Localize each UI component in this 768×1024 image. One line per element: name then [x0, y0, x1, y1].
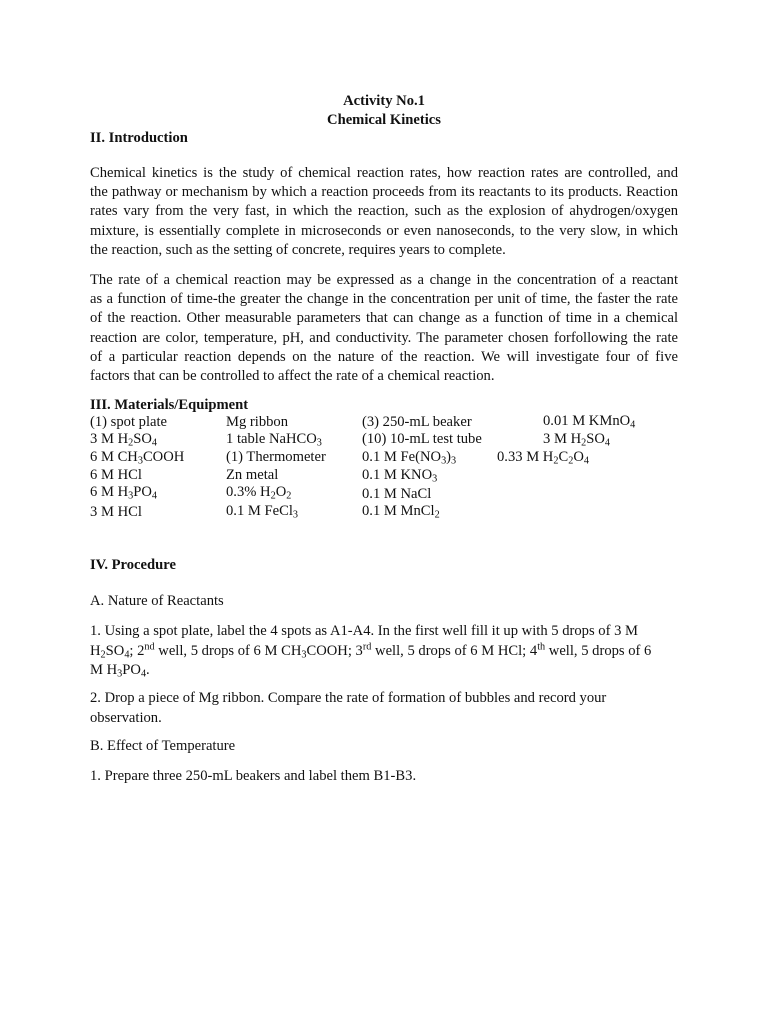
introduction-paragraph-1 — [90, 164, 678, 260]
material-item: (1) Thermometer — [226, 449, 326, 465]
material-item: (3) 250-mL beaker — [362, 414, 472, 430]
text-line: 1. Using a spot plate, label the 4 spots as A1-A4. In the first well fill it up with 5 drops of 3 M — [90, 623, 639, 639]
text-line: The rate of a chemical reaction may be expressed as a change in the concentration of a reactant — [90, 272, 678, 288]
text-line: rates vary from the very fast, in which the reaction, such as the explosion of ahydrogen/oxygen — [90, 203, 678, 220]
text-line: the reaction, such as the setting of concrete, requires years to complete. — [90, 241, 506, 258]
introduction-paragraph-2 — [90, 271, 678, 386]
text-line: M $H_3PO_4$. — [90, 662, 150, 680]
material-item: 0.1 M $Fe(NO_3)_3$ — [362, 449, 457, 467]
material-item: 6 M HCl — [90, 467, 142, 483]
text-line: the pathway or mechanism by which a reaction proceeds from its reactants to its products. Reaction — [90, 184, 678, 201]
section-a-heading: A. Nature of Reactants — [90, 593, 224, 609]
material-item: 0.1 M FeCl$_3$ — [226, 503, 299, 521]
material-item: 0.3% $H_2O_2$ — [226, 484, 292, 502]
material-item: 0.01 M KMnO$_4$ — [543, 413, 636, 431]
text-line: of the reaction. Other measurable parameters that can change as a function of time in a chemical — [90, 310, 678, 327]
step-a1 — [90, 622, 680, 681]
material-item: Mg ribbon — [226, 414, 289, 430]
material-item: 0.1 M MnCl$_2$ — [362, 503, 440, 521]
material-item: (10) 10-mL test tube — [362, 431, 482, 447]
material-item: 3 M HCl — [90, 504, 142, 520]
material-item: 6 M $CH_3COOH$ — [90, 449, 185, 467]
material-item: 3 M $H_2SO_4$ — [90, 431, 157, 449]
material-item: 0.33 M $H_2C_2O_4$ — [497, 449, 589, 467]
material-item: 3 M $H_2SO_4$ — [543, 431, 610, 449]
introduction-heading: II. Introduction — [90, 130, 188, 146]
text-line: 2. Drop a piece of Mg ribbon. Compare the rate of formation of bubbles and record your — [90, 690, 607, 706]
text-line: mixture, is essentially complete in microseconds or even nanoseconds, to the very slow, in which — [90, 222, 678, 239]
material-item: (1) spot plate — [90, 414, 168, 430]
document-title: Chemical Kinetics — [327, 112, 441, 128]
text-line: Chemical kinetics is the study of chemical reaction rates, how reaction rates are controlled, and — [90, 165, 678, 181]
material-item: 0.1 M $KNO_3$ — [362, 467, 438, 485]
material-item: 6 M $H_3PO_4$ — [90, 484, 157, 502]
text-line: as a function of time-the greater the change in the concentration per unit of time, the faster the rate — [90, 291, 678, 308]
materials-heading: III. Materials/Equipment — [90, 397, 249, 413]
text-line: reaction are color, temperature, pH, and conductivity. The parameter chosen forfollowing the rate — [90, 329, 678, 346]
step-b1: 1. Prepare three 250-mL beakers and label them B1-B3. — [90, 768, 417, 784]
material-item: 1 table NaHCO$_3$ — [226, 431, 322, 449]
procedure-heading: IV. Procedure — [90, 557, 176, 573]
activity-number: Activity No.1 — [343, 93, 425, 109]
material-item: Zn metal — [226, 467, 279, 483]
material-item: 0.1 M NaCl — [362, 486, 432, 502]
step-a2 — [90, 689, 680, 728]
text-line: observation. — [90, 709, 162, 726]
text-line: of a particular reaction depends on the nature of the reaction. We will investigate four of five — [90, 348, 678, 365]
section-b-heading: B. Effect of Temperature — [90, 738, 236, 754]
text-line: $H_2SO_4$; 2nd well, 5 drops of 6 M $CH_3COOH$; 3rd well, 5 drops of 6 M HCl; 4th well, 5 drops of 6 — [90, 640, 652, 661]
text-line: factors that can be controlled to affect the rate of a chemical reaction. — [90, 368, 495, 385]
